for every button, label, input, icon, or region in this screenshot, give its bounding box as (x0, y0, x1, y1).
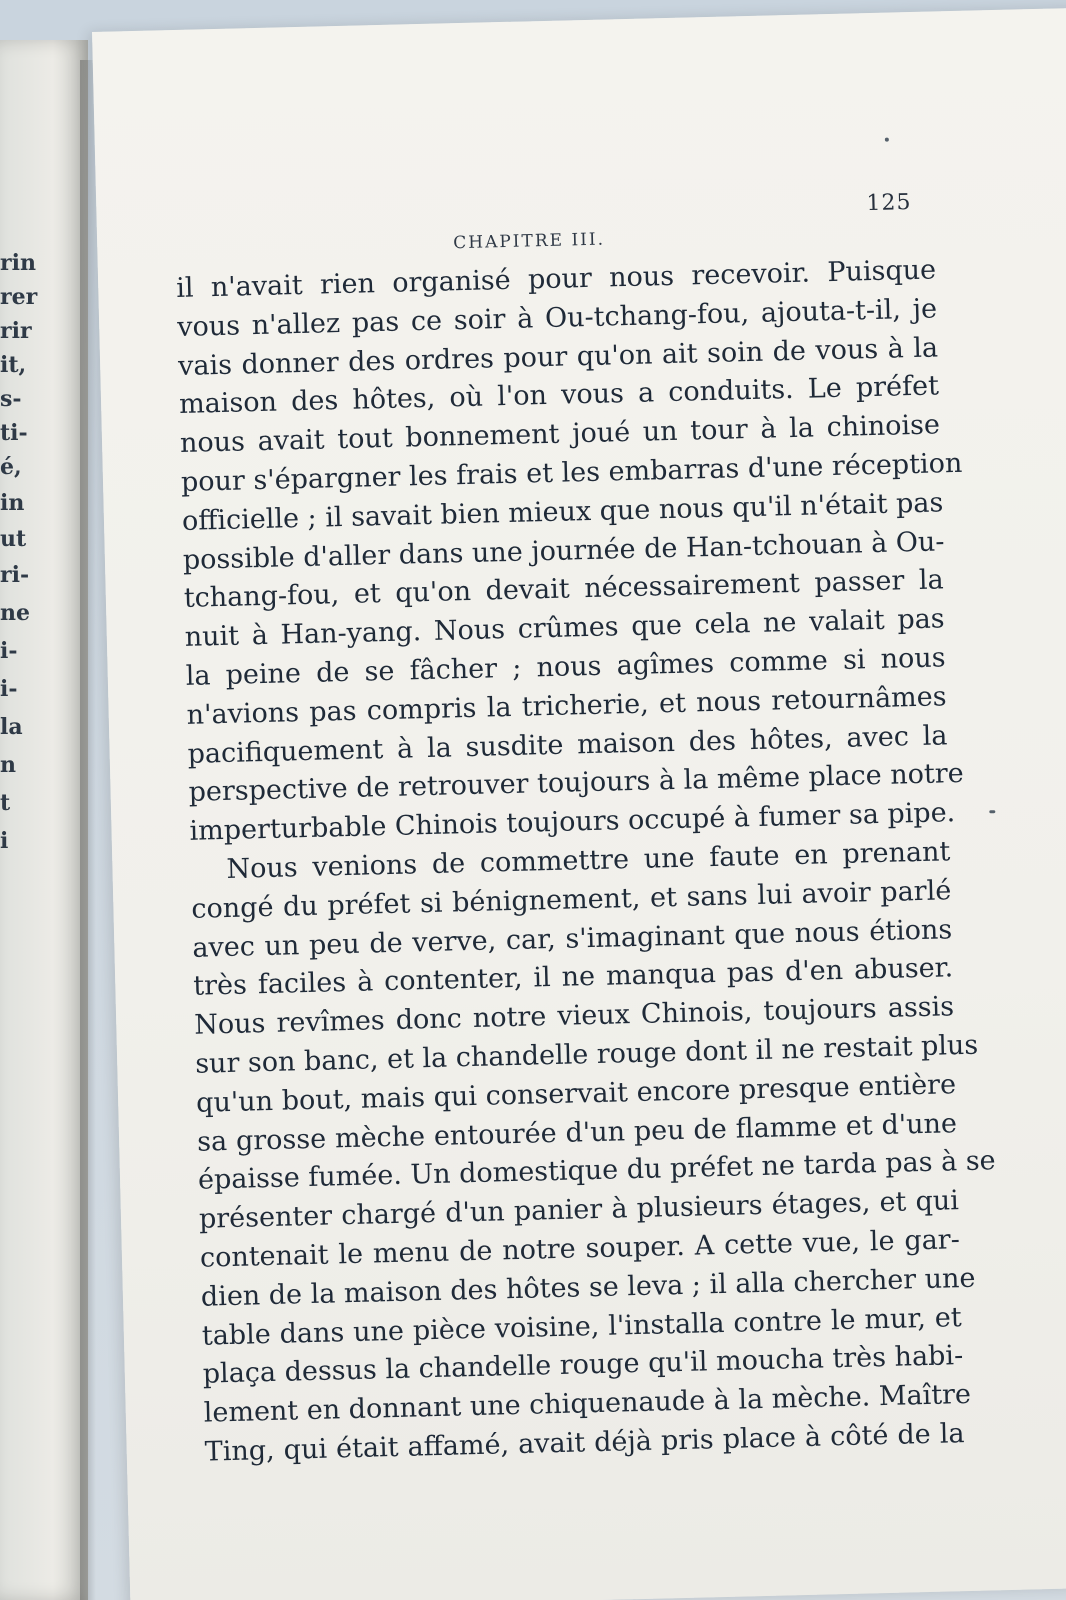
text-line: pour s'épargner les frais et les embarras d'une réception (180, 447, 963, 498)
text-line: imperturbable Chinois toujours occupé à fumer sa pipe. (189, 797, 956, 848)
book-gutter-shadow (80, 60, 96, 1600)
paper-speck (885, 138, 889, 142)
left-page-fragment: s- (0, 386, 22, 412)
text-line: Nous revîmes donc notre vieux Chinois, toujours assis (193, 991, 955, 1041)
text-line: épaisse fumée. Un domestique du préfet ne tarda pas à se (197, 1145, 996, 1197)
left-page-fragment: ut (0, 526, 27, 552)
left-page-fragment: n (0, 752, 16, 778)
text-line: n'avions pas compris la tricherie, et nous retournâmes (186, 681, 947, 731)
body-text (175, 251, 996, 1472)
text-line: nous avait tout bonnement joué un tour à la chinoise (179, 409, 941, 460)
left-page-fragment: i- (0, 638, 18, 664)
text-line: congé du préfet si bénignement, et sans lui avoir parlé (191, 875, 952, 925)
text-line: vous n'allez pas ce soir à Ou-tchang-fou, ajouta-t-il, je (176, 293, 938, 343)
left-page-fragment: it, (0, 352, 27, 378)
right-page (92, 8, 1066, 1600)
paper-speck (989, 810, 995, 813)
left-page-fragment: in (0, 490, 25, 516)
text-line: vais donner des ordres pour qu'on ait soin de vous à la (177, 332, 939, 382)
left-page-fragment: rir (0, 318, 32, 344)
running-head: CHAPITRE III. (453, 229, 606, 254)
text-line: qu'un bout, mais qui conservait encore presque entière (195, 1068, 957, 1119)
text-line: la peine de se fâcher ; nous agîmes comme si nous (185, 642, 946, 692)
text-line: tchang-fou, et qu'on devait nécessairement passer la (183, 564, 945, 615)
left-page-fragment: i (0, 828, 9, 854)
text-line: Ting, qui était affamé, avait déjà pris place à côté de la (204, 1418, 965, 1468)
left-page-fragment: ti- (0, 420, 28, 446)
text-line: pacifiquement à la susdite maison des hôtes, avec la (187, 719, 948, 770)
left-page-fragment: t (0, 790, 11, 816)
left-page-fragment: ri- (0, 562, 30, 588)
text-line: présenter chargé d'un panier à plusieurs étages, et qui (198, 1185, 960, 1235)
left-page-fragment: la (0, 714, 23, 740)
text-line: avec un peu de verve, car, s'imaginant que nous étions (192, 913, 953, 964)
left-page-edge (0, 40, 88, 1600)
text-line: maison des hôtes, où l'on vous a conduits. Le préfet (178, 370, 940, 421)
text-line: sa grosse mèche entourée d'un peu de flamme et d'une (196, 1107, 958, 1158)
text-line: très faciles à contenter, il ne manqua pas d'en abuser. (192, 952, 954, 1003)
text-line: table dans une pièce voisine, l'installa contre le mur, et (201, 1301, 963, 1352)
left-page-fragment: rer (0, 284, 38, 310)
left-page-fragment: rin (0, 250, 36, 276)
text-line: possible d'aller dans une journée de Han-tchouan à Ou- (182, 525, 945, 576)
text-line: lement en donnant une chiquenaude à la mèche. Maître (203, 1379, 972, 1429)
left-page-fragment: ne (0, 600, 30, 626)
left-page-fragment: é, (0, 454, 22, 480)
text-line: officielle ; il savait bien mieux que nous qu'il n'était pas (181, 487, 944, 537)
text-line: perspective de retrouver toujours à la même place notre (188, 758, 965, 809)
text-line: plaça dessus la chandelle rouge qu'il moucha très habi- (202, 1340, 964, 1391)
text-line: nuit à Han-yang. Nous crûmes que cela ne valait pas (184, 603, 945, 654)
page-number: 125 (866, 190, 912, 217)
text-line: dien de la maison des hôtes se leva ; il alla chercher une (200, 1262, 976, 1313)
text-line: contenait le menu de notre souper. A cette vue, le gar- (199, 1224, 961, 1274)
text-line: il n'avait rien organisé pour nous recevoir. Puisque (175, 254, 937, 305)
text-line: sur son banc, et la chandelle rouge dont il ne restait plus (194, 1029, 979, 1080)
paragraph-start-line: Nous venions de commettre une faute en prenant (226, 836, 951, 885)
left-page-fragment: i- (0, 676, 18, 702)
